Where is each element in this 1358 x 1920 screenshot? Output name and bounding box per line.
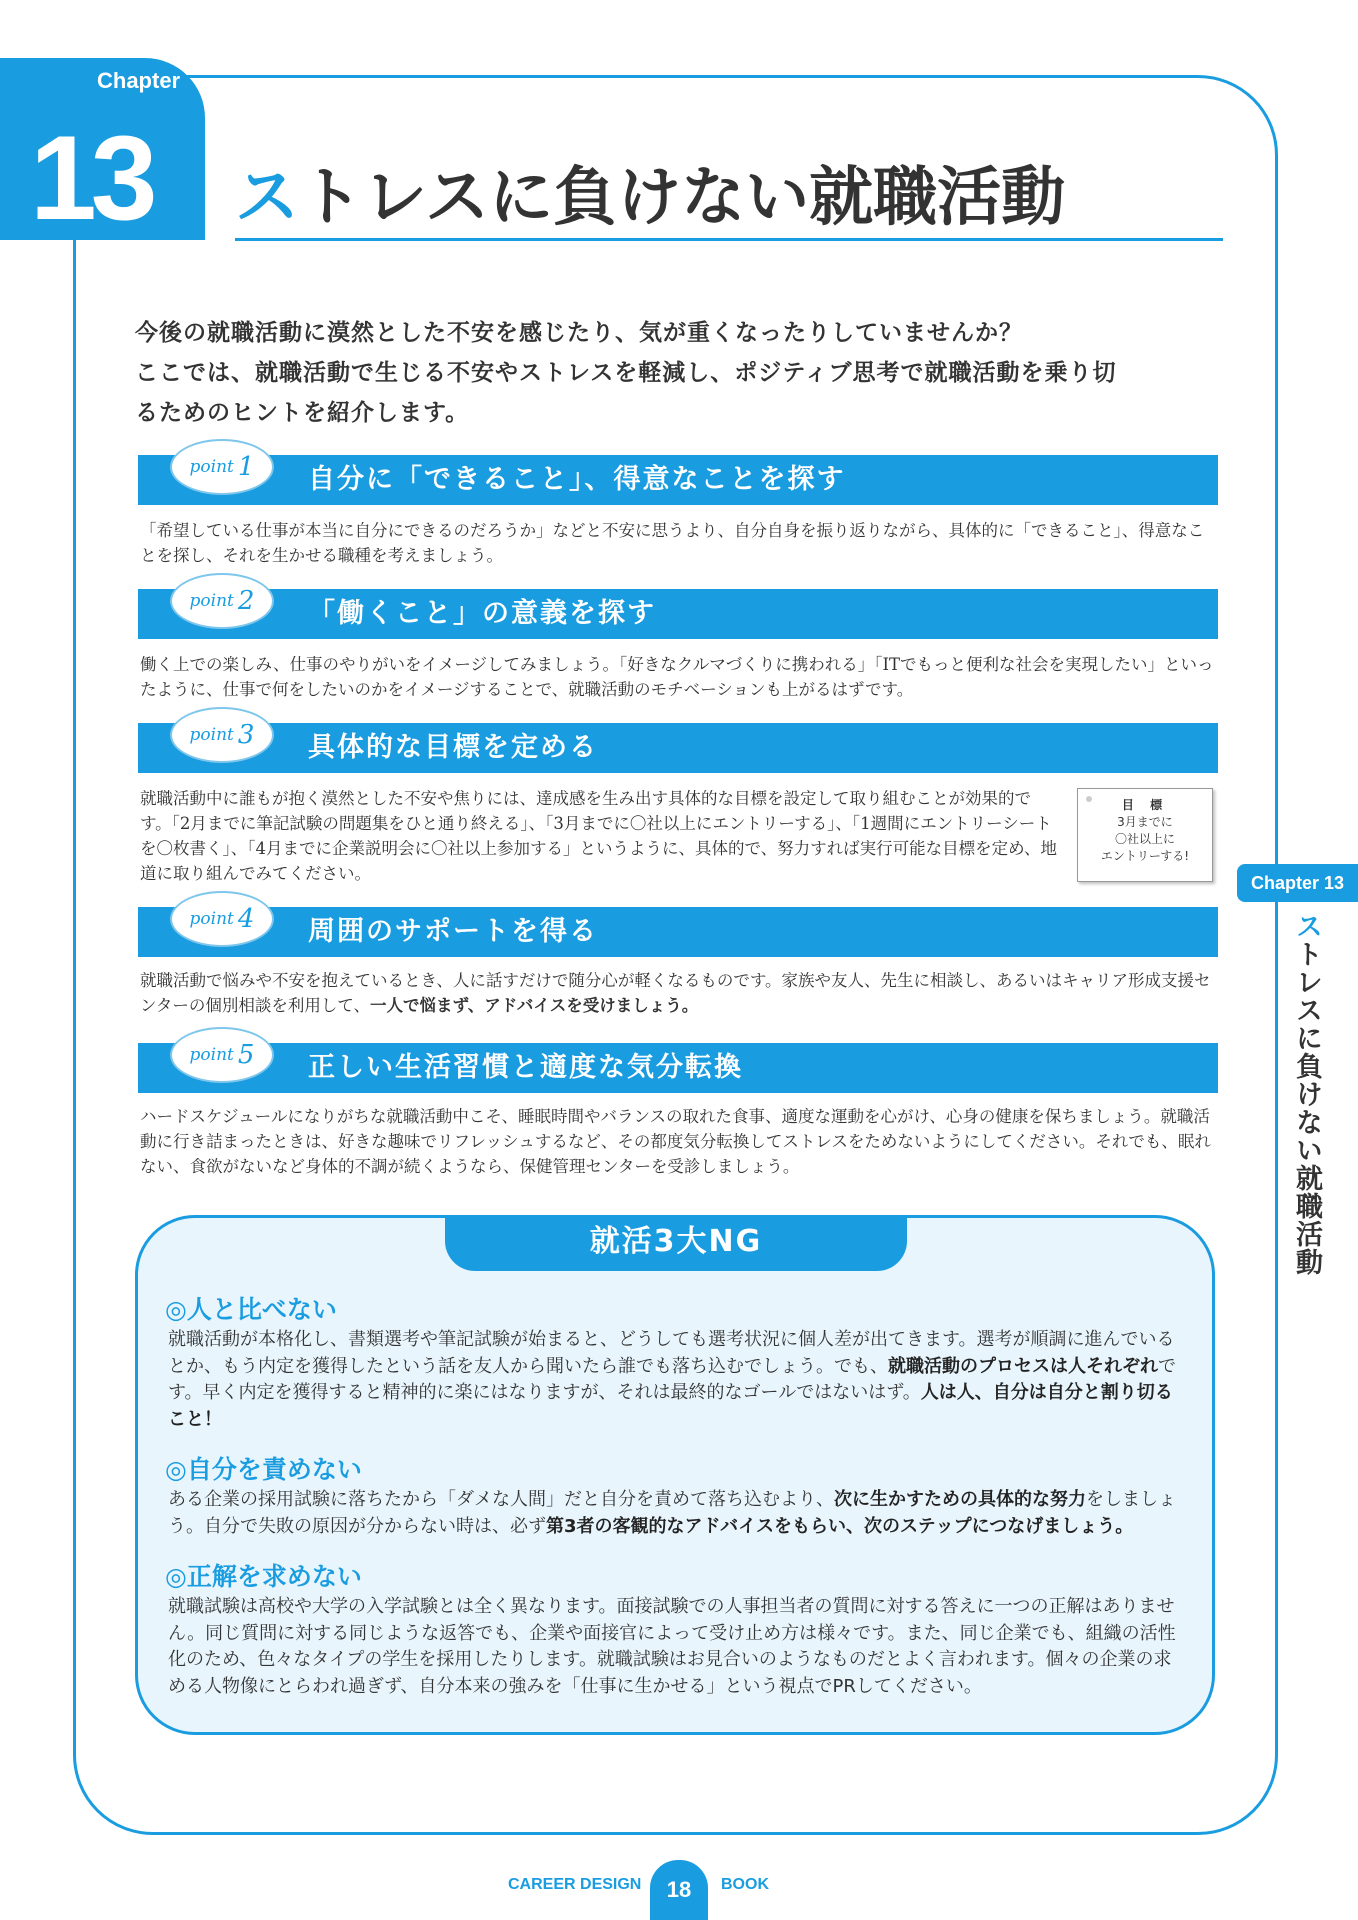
point-4-heading: 周囲のサポートを得る: [308, 916, 598, 947]
ng-item-1-body: [168, 1327, 1188, 1433]
ng-emphasis: 第3者の客観的なアドバイスをもらい、次のステップにつなげましょう。: [546, 1515, 1134, 1537]
footer-book: BOOK: [721, 1876, 769, 1893]
point-4-emphasis: 一人で悩まず、アドバイスを受けましょう。: [370, 996, 699, 1015]
point-label: point: [189, 1045, 234, 1065]
intro-line: るためのヒントを紹介します。: [135, 400, 470, 426]
point-2-heading: 「働くこと」の意義を探す: [308, 598, 656, 629]
point-4-text: 就職活動で悩みや不安を抱えているとき、人に話すだけで随分心が軽くなるものです。家族や友人、先生に相談し、あるいはキャリア形成支援センターの個別相談を利用して、: [140, 971, 1211, 1015]
point-label: point: [189, 591, 234, 611]
point-1-heading: 自分に「できること」、得意なことを探す: [308, 464, 846, 495]
point-3-body: 就職活動中に誰もが抱く漠然とした不安や焦りには、達成感を生み出す具体的な目標を設定して取り組むことが効果的です。「2月までに筆記試験の問題集をひと通り終える」、「3月までに〇社以上にエントリーする」、「1週間にエントリーシートを〇枚書く」、「4月までに企業説明会に〇社以上参加する」というように、具体的で、努力すれば実行可能な目標を定め、地道に取り組んでみてください。: [140, 789, 1058, 883]
point-2-bar: [138, 586, 1218, 639]
point-5-heading: 正しい生活習慣と適度な気分転換: [308, 1052, 743, 1083]
point-2-body: 働く上での楽しみ、仕事のやりがいをイメージしてみましょう。「好きなクルマづくりに携われる」「ITでもっと便利な社会を実現したい」といったように、仕事で何をしたいのかをイメージすることで、就職活動のモチベーションも上がるはずです。: [140, 655, 1214, 699]
ng-text: です。早く内定を獲得すると精神的に楽にはなりますが、それは最終的なゴールではないはず。: [168, 1355, 1176, 1403]
point-2-bubble: [170, 573, 274, 629]
intro-line: 今後の就職活動に漠然とした不安を感じたり、気が重くなったりしていませんか？: [135, 320, 1023, 346]
side-title-accent: ス: [1291, 912, 1322, 940]
side-chapter-tab: Chapter 13: [1237, 864, 1358, 902]
goal-line: 3月までに: [1117, 815, 1173, 829]
point-5-body: ハードスケジュールになりがちな就職活動中こそ、睡眠時間やバランスの取れた食事、適度な運動を心がけ、心身の健康を保ちましょう。就職活動に行き詰まったときは、好きな趣味でリフレッシュするなど、その都度気分転換してストレスをためないようにしてください。それでも、眠れない、食欲がないなど身体的不調が続くようなら、保健管理センターを受診しましょう。: [140, 1107, 1211, 1176]
point-number: 4: [237, 904, 255, 934]
goal-line: 〇社以上に: [1114, 832, 1175, 846]
ng-header: 就活3大NG: [445, 1215, 907, 1271]
ng-item-3-title: ◎正解を求めない: [165, 1562, 362, 1591]
point-3-bar: [138, 720, 1218, 773]
ng-item-2-body: [168, 1487, 1188, 1540]
side-title: [1290, 912, 1326, 1276]
point-5-bubble: [170, 1027, 274, 1083]
goal-sticky-note: [1077, 788, 1213, 882]
chapter-word: Chapter: [97, 68, 181, 93]
point-label: point: [189, 457, 234, 477]
title-rest: トレスに負けない就職活動: [299, 161, 1066, 235]
side-title-rest: トレスに負けない就職活動: [1291, 940, 1322, 1276]
ng-text: をしましょう。自分で失敗の原因が分からない時は、必ず: [168, 1489, 1176, 1537]
page-title: [235, 158, 1065, 238]
title-accent: ス: [235, 161, 299, 235]
ng-item-2-title: ◎自分を責めない: [165, 1455, 362, 1484]
ng-item-1-title: ◎人と比べない: [165, 1295, 337, 1324]
ng-emphasis: 次に生かすための具体的な努力: [834, 1489, 1086, 1510]
point-4-bubble: [170, 891, 274, 947]
point-label: point: [189, 909, 234, 929]
footer-career: CAREER DESIGN: [508, 1876, 642, 1893]
ng-emphasis: 就職活動のプロセスは人それぞれ: [888, 1355, 1158, 1377]
intro-line: ここでは、就職活動で生じる不安やストレスを軽減し、ポジティブ思考で就職活動を乗り切: [135, 360, 1117, 386]
point-4-body: [140, 968, 1220, 1018]
ng-text: ある企業の採用試験に落ちたから「ダメな人間」だと自分を責めて落ち込むより、: [168, 1489, 834, 1510]
ng-emphasis: 人は人、自分は自分と割り切ること！: [168, 1382, 1173, 1430]
point-label: point: [189, 725, 234, 745]
point-3-bubble: [170, 707, 274, 763]
page-number: 18: [650, 1860, 708, 1920]
point-5-bar: [138, 1040, 1218, 1093]
point-1-bar: [138, 452, 1218, 505]
ng-item-3-body: 就職試験は高校や大学の入学試験とは全く異なります。面接試験での人事担当者の質問に対する答えに一つの正解はありません。同じ質問に対する同じような返答でも、企業や面接官によって受け止め方は様々です。また、同じ企業でも、組織の活性化のため、色々なタイプの学生を採用したりします。就職試験はお見合いのようなものだとよく言われます。個々の企業の求める人物像にとらわれ過ぎず、自分本来の強みを「仕事に生かせる」という視点でPRしてください。: [168, 1596, 1176, 1697]
point-number: 3: [237, 720, 255, 750]
point-1-bubble: [170, 439, 274, 495]
goal-title: 目 標: [1121, 798, 1169, 812]
point-4-bar: [138, 904, 1218, 957]
point-number: 1: [237, 452, 255, 482]
point-number: 5: [237, 1040, 255, 1070]
intro-text: [135, 313, 1225, 433]
point-number: 2: [237, 586, 255, 616]
goal-line: エントリーする!: [1100, 849, 1190, 863]
title-underline: [235, 238, 1223, 241]
chapter-number: 13: [30, 111, 152, 245]
pin-icon: [1086, 796, 1092, 802]
ng-text: 就職活動が本格化し、書類選考や筆記試験が始まると、どうしても選考状況に個人差が出てきます。選考が順調に進んでいるとか、もう内定を獲得したという話を友人から聞いたら誰でも落ち込むでしょう。でも、: [168, 1329, 1175, 1377]
point-1-body: 「希望している仕事が本当に自分にできるのだろうか」などと不安に思うより、自分自身を振り返りながら、具体的に「できること」、得意なことを探し、それを生かせる職種を考えましょう。: [140, 521, 1205, 565]
point-3-heading: 具体的な目標を定める: [308, 732, 598, 763]
